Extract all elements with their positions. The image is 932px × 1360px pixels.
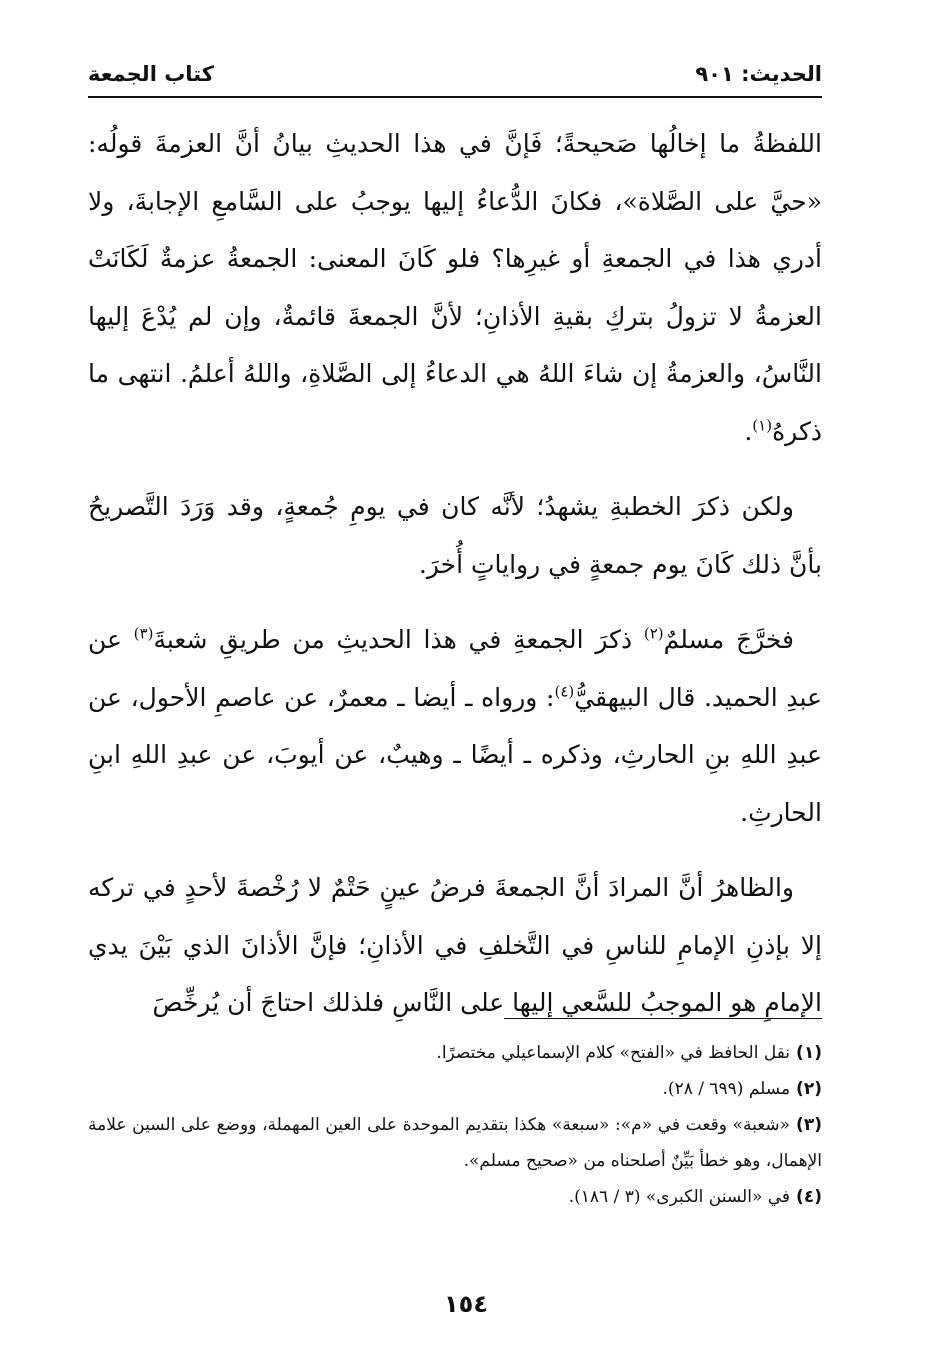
footnote-4-number: (٤) — [796, 1187, 822, 1207]
footnote-2 — [88, 1071, 822, 1107]
footnote-3-text: «شعبة» وقعت في «م»: «سبعة» هكذا بتقديم الموحدة على العين المهملة، ووضع على السين علامة الإهمال، وهو خطأ بَيِّنٌ أصلحناه من «صحيح مسلم». — [88, 1115, 822, 1171]
hadith-number-label: الحديث: ٩٠١ — [695, 62, 822, 86]
paragraph-3 — [88, 611, 822, 841]
paragraph-3-part-c: عن عبدِ الحميد. قال البيهقيُّ — [88, 625, 822, 712]
footnote-4 — [88, 1179, 822, 1215]
footnote-1-text: نقل الحافظ في «الفتح» كلام الإسماعيلي مختصرًا. — [436, 1043, 791, 1063]
paragraph-3-part-b: ذكرَ الجمعةِ في هذا الحديثِ من طريقِ شعبةَ — [153, 625, 644, 654]
book-title: كتاب الجمعة — [88, 62, 214, 86]
paragraph-1-end: . — [744, 416, 753, 446]
paragraph-2: ولكن ذكرَ الخطبةِ يشهدُ؛ لأنَّه كان في يومِ جُمعةٍ، وقد وَرَدَ التَّصريحُ بأنَّ ذلك كَانَ يوم جمعةٍ في رواياتٍ أُخرَ. — [88, 492, 822, 579]
main-text — [88, 115, 822, 1032]
footnote-2-text: مسلم (٦٩٩ / ٢٨). — [662, 1079, 791, 1099]
running-header — [88, 62, 822, 98]
paragraph-1-text: اللفظةُ ما إخالُها صَحيحةً؛ فَإنَّ في هذا الحديثِ بيانُ أنَّ العزمةَ قولُه: «حيَّ على الصَّلاة»، فكانَ الدُّعاءُ إليها يوجبُ على السَّامعِ الإجابةَ، ولا أدري هذا في الجمعةِ أو غيرِها؟ فلو كَانَ المعنى: الجمعةُ عزمةٌ لَكَانَتْ العزمةُ لا تزولُ بتركِ بقيةِ الأذانِ؛ لأنَّ الجمعةَ قائمةٌ، وإن لم يُدْعَ إليها النَّاسُ، والعزمةُ إن شاءَ اللهُ هي الدعاءُ إلى الصَّلاةِ، واللهُ أعلمُ. انتهى ما ذكرهُ — [88, 129, 823, 446]
footnotes — [88, 1035, 822, 1215]
footnote-2-number: (٢) — [796, 1079, 822, 1099]
footnote-ref-2: (٢) — [643, 624, 664, 643]
paragraph-1 — [88, 115, 822, 460]
footnote-1 — [88, 1035, 822, 1071]
footnote-4-text: في «السنن الكبرى» (٣ / ١٨٦). — [568, 1187, 791, 1207]
footnote-ref-4: (٤) — [554, 682, 575, 701]
footnote-3 — [88, 1107, 822, 1179]
page-number: ١٥٤ — [444, 1290, 488, 1318]
footnote-ref-3: (٣) — [133, 624, 154, 643]
footnote-3-number: (٣) — [796, 1115, 822, 1135]
footnote-ref-1: (١) — [752, 416, 773, 435]
paragraph-3-part-a: فخرَّجَ مسلمٌ — [663, 625, 794, 654]
paragraph-3-part-d: : ورواه ـ أيضا ـ معمرٌ، عن عاصمِ الأحول، عن عبدِ اللهِ بنِ الحارثِ، وذكره ـ أيضًا ـ وهيبٌ، عن أيوبَ، عن عبدِ اللهِ ابنِ الحارثِ. — [88, 682, 822, 827]
paragraph-4: والظاهرُ أنَّ المرادَ أنَّ الجمعةَ فرضُ عينٍ حَتْمٌ لا رُخْصةَ لأحدٍ في تركه إلا بإذنِ الإمامِ للناسِ في التَّخلفِ في الأذانِ؛ فإنَّ الأذانَ الذي بَيْنَ يدي الإمامِ هو الموجبُ للسَّعي إليها على النَّاسِ فلذلك احتاجَ أن يُرخِّصَ — [88, 873, 822, 1017]
footnote-1-number: (١) — [796, 1043, 822, 1063]
footnote-separator — [504, 1018, 822, 1019]
